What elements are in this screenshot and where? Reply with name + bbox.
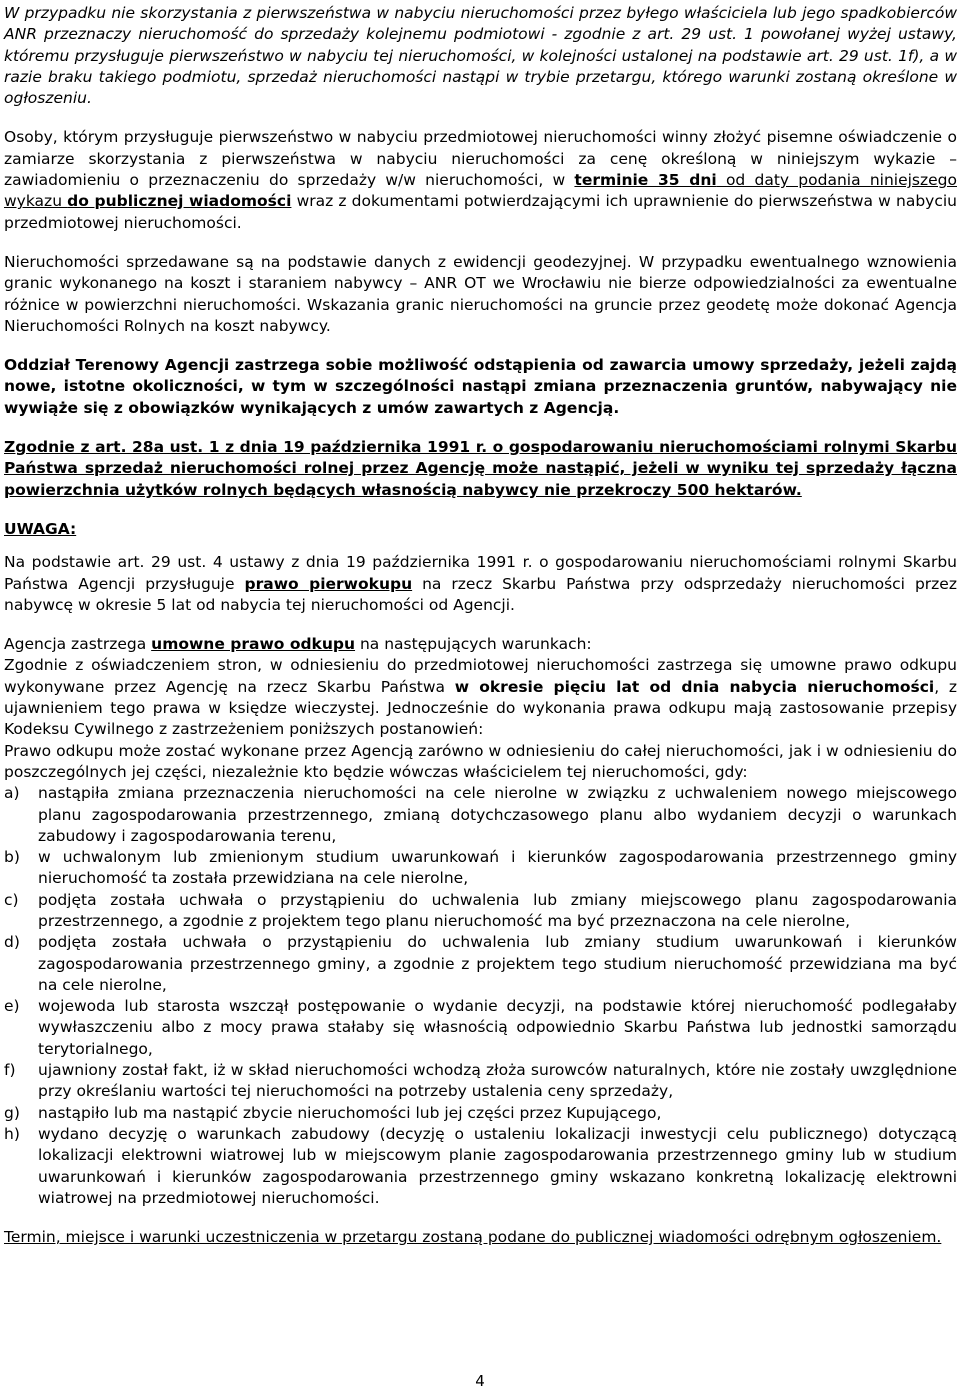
list-item	[4, 932, 957, 996]
odkup-body-text: Zgodnie z oświadczeniem stron, w odniesieniu do przedmiotowej nieruchomości zastrzega się umowne prawo odkupu wykonywane przez Agencję na rzecz Skarbu Państwa	[4, 656, 957, 696]
ewidencja-paragraph: Nieruchomości sprzedawane są na podstawie danych z ewidencji geodezyjnej. W przypadku ewentualnego wznowienia granic wykonanego na koszt i staraniem nabywcy – ANR OT we Wrocławiu nie bierze odpowiedzialności za ewentualne różnice w powierzchni nieruchomości. Wskazania granic nieruchomości na gruncie przez geodetę może dokonać Agencja Nieruchomości Rolnych na koszt nabywcy.	[4, 252, 957, 335]
list-item	[4, 1103, 957, 1124]
pierwszenstwo-text: Osoby, którym przysługuje pierwszeństwo w nabyciu przedmiotowej nieruchomości winny złożyć pisemne oświadczenie o zamiarze skorzystania z pierwszeństwa w nabyciu nieruchomości za cenę określoną w niniejszym wykazie – zawiadomieniu o przeznaczeniu do sprzedaży w/w nieruchomości, w	[4, 128, 957, 190]
list-item-text: w uchwalonym lub zmienionym studium uwarunkowań i kierunków zagospodarowania przestrzennego gminy nieruchomość ta została przewidziana na cele nierolne,	[38, 848, 957, 888]
pierwokup-paragraph	[4, 552, 957, 616]
list-item-text: nastąpiła zmiana przeznaczenia nieruchomości na cele nierolne w związku z uchwaleniem nowego miejscowego planu zagospodarowania przestrzennego, zmianą dotychczasowego planu albo wydaniem decyzji o warunkach zabudowy i zagospodarowania terenu,	[38, 784, 957, 845]
list-marker: d)	[4, 933, 20, 952]
list-marker: h)	[4, 1124, 20, 1143]
odkup-conditions-intro: Prawo odkupu może zostać wykonane przez Agencją zarówno w odniesieniu do całej nieruchomości, jak i w odniesieniu do poszczególnych jej części, niezależnie kto będzie wówczas właścicielem tej nieruchomości, gdy:	[4, 741, 957, 781]
list-marker: c)	[4, 890, 19, 909]
list-item-text: podjęta została uchwała o przystąpieniu do uchwalenia lub zmiany studium uwarunkowań i kierunków zagospodarowania przestrzennego gminy, a zgodnie z projektem tego studium nieruchomość przewidziana ma być na cele nierolne,	[38, 933, 957, 994]
pierwszenstwo-text-end: wraz z dokumentami potwierdzającymi ich uprawnienie do pierwszeństwa w nabyciu przedmiotowej nieruchomości.	[4, 192, 957, 232]
list-item-text: nastąpiło lub ma nastąpić zbycie nieruchomości lub jej części przez Kupującego,	[38, 1103, 662, 1122]
odkup-text-end: na następujących warunkach:	[355, 635, 592, 654]
intro-paragraph: W przypadku nie skorzystania z pierwszeństwa w nabyciu nieruchomości przez byłego właściciela lub jego spadkobierców ANR przeznaczy nieruchomość do sprzedaży kolejnemu podmiotowi - zgodnie z art. 29 ust. 1 powołanej wyżej ustawy, któremu przysługuje pierwszeństwo w nabyciu tej nieruchomości, w kolejności ustalonej na podstawie art. 29 ust. 1f), a w razie braku takiego podmiotu, sprzedaż nieruchomości nastąpi w trybie przetargu, którego warunki zostaną określone w ogłoszeniu.	[4, 4, 957, 108]
list-item-text: ujawniony został fakt, iż w skład nieruchomości wchodzą złoża surowców naturalnych, które nie zostały uwzględnione przy określaniu wartości tej nieruchomości na potrzeby ustalenia ceny sprzedaży,	[38, 1061, 957, 1101]
list-marker: g)	[4, 1103, 20, 1122]
deadline-from-text: od daty podania niniejszego wykazu	[4, 171, 957, 211]
list-marker: f)	[4, 1061, 16, 1080]
document-page	[4, 3, 957, 1248]
odkup-term: umowne prawo odkupu	[151, 635, 356, 654]
list-item-text: podjęta została uchwała o przystąpieniu do uchwalenia lub zmiany miejscowego planu zagospodarowania przestrzennego, a zgodnie z projektem tego planu nieruchomość ma być przeznaczona na cele nierolne,	[38, 890, 957, 930]
list-item	[4, 996, 957, 1060]
pierwokup-text: Na podstawie art. 29 ust. 4 ustawy z dnia 19 października 1991 r. o gospodarowaniu nieruchomościami rolnymi Skarbu Państwa Agencji przysługuje	[4, 553, 957, 593]
odkup-body-text-end: , z ujawnieniem tego prawa w księdze wieczystej. Jednocześnie do wykonania prawa odkupu mają zastosowanie przepisy Kodeksu Cywilnego z zastrzeżeniem poniższych postanowień:	[4, 677, 957, 739]
public-notice-text: do publicznej wiadomości	[67, 192, 292, 211]
odkup-paragraph	[4, 655, 957, 740]
page-number: 4	[475, 1372, 485, 1390]
list-item	[4, 847, 957, 890]
list-marker: e)	[4, 997, 20, 1016]
list-item	[4, 890, 957, 933]
odkup-period-text: w okresie pięciu lat od dnia nabycia nieruchomości	[454, 677, 935, 696]
conditions-list	[4, 783, 957, 1209]
odkup-intro	[4, 634, 957, 655]
termin-paragraph: Termin, miejsce i warunki uczestniczenia w przetargu zostaną podane do publicznej wiadomości odrębnym ogłoszeniem.	[4, 1228, 942, 1247]
oddzial-paragraph: Oddział Terenowy Agencji zastrzega sobie możliwość odstąpienia od zawarcia umowy sprzedaży, jeżeli zajdą nowe, istotne okoliczności, w tym w szczególności nastąpi zmiana przeznaczenia gruntów, nabywający nie wywiąże się z obowiązków wynikających z umów zawartych z Agencją.	[4, 356, 957, 417]
pierwszenstwo-paragraph	[4, 127, 957, 233]
odkup-text: Agencja zastrzega	[4, 635, 152, 654]
zgodnie-paragraph: Zgodnie z art. 28a ust. 1 z dnia 19 października 1991 r. o gospodarowaniu nieruchomościami rolnymi Skarbu Państwa sprzedaż nieruchomości rolnej przez Agencję może nastąpić, jeżeli w wyniku tej sprzedaży łączna powierzchnia użytków rolnych będących własnością nabywcy nie przekroczy 500 hektarów.	[4, 438, 957, 499]
pierwokup-text-end: na rzecz Skarbu Państwa przy odsprzedaży nieruchomości przez nabywcę w okresie 5 lat od nabycia tej nieruchomości od Agencji.	[4, 574, 957, 614]
list-marker: b)	[4, 848, 20, 867]
list-item	[4, 1124, 957, 1209]
list-item	[4, 1060, 957, 1103]
pierwokup-term: prawo pierwokupu	[244, 574, 413, 593]
deadline-text: terminie 35 dni	[574, 171, 717, 190]
list-item-text: wydano decyzję o warunkach zabudowy (decyzję o ustaleniu lokalizacji inwestycji celu publicznego) dotyczącą lokalizacji elektrowni wiatrowej lub w miejscowym planie zagospodarowania przestrzennego gminy lub w studium uwarunkowań i kierunków zagospodarowania przestrzennego gminy wskazano konkretną lokalizację elektrowni wiatrowej na przedmiotowej nieruchomości.	[38, 1124, 957, 1207]
uwaga-heading: UWAGA:	[4, 519, 77, 538]
list-marker: a)	[4, 784, 20, 803]
list-item-text: wojewoda lub starosta wszczął postępowanie o wydanie decyzji, na podstawie której nieruchomość podlegałaby wywłaszczeniu albo z mocy prawa stałaby się własnością odpowiednio Skarbu Państwa lub jednostki samorządu terytorialnego,	[38, 997, 957, 1058]
list-item	[4, 783, 957, 847]
